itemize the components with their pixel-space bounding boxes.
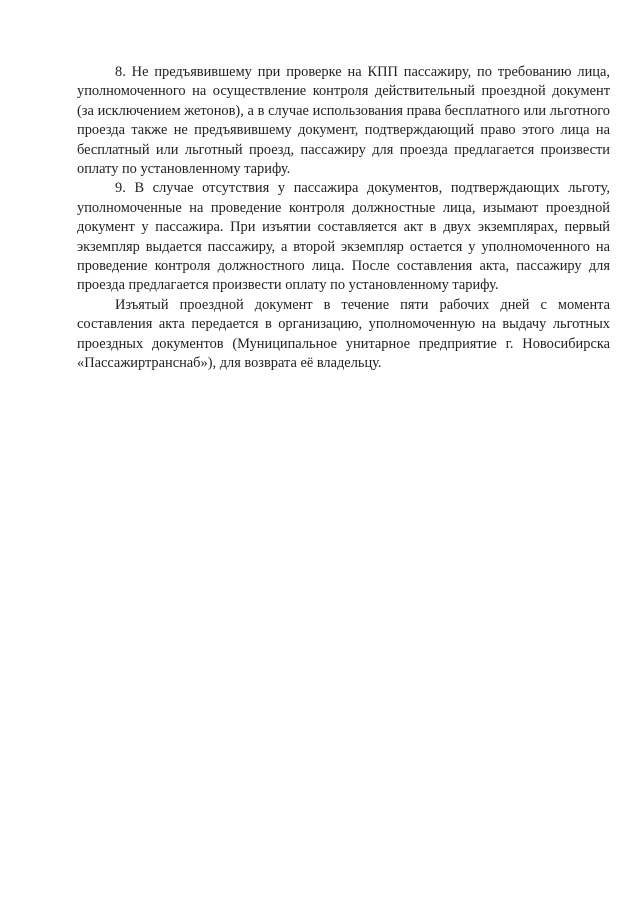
paragraph-return-document: Изъятый проездной документ в течение пяти рабочих дней с момента составления акта передается в организацию, уполномоченную на выдачу льготных проездных документов (Муниципальное унитарное предприятие г. Новосибирска «Пассажиртранснаб»), для возврата её владельцу. bbox=[77, 296, 610, 372]
paragraph-9: 9. В случае отсутствия у пассажира документов, подтверждающих льготу, уполномоченные на проведение контроля должностные лица, изымают проездной документ у пассажира. При изъятии составляется акт в двух экземплярах, первый экземпляр выдается пассажиру, а второй экземпляр остается у уполномоченного на проведение контроля должностного лица. После составления акта, пассажиру для проезда предлагается произвести оплату по установленному тарифу. bbox=[77, 180, 610, 294]
paragraph-8: 8. Не предъявившему при проверке на КПП пассажиру, по требованию лица, уполномоченного на осуществление контроля действительный проездной документ (за исключением жетонов), а в случае использования права бесплатного или льготного проезда также не предъявившему документ, подтверждающий право этого лица на бесплатный или льготный проезд, пассажиру для проезда предлагается произвести оплату по установленному тарифу. bbox=[77, 64, 610, 178]
document-body bbox=[77, 63, 610, 374]
